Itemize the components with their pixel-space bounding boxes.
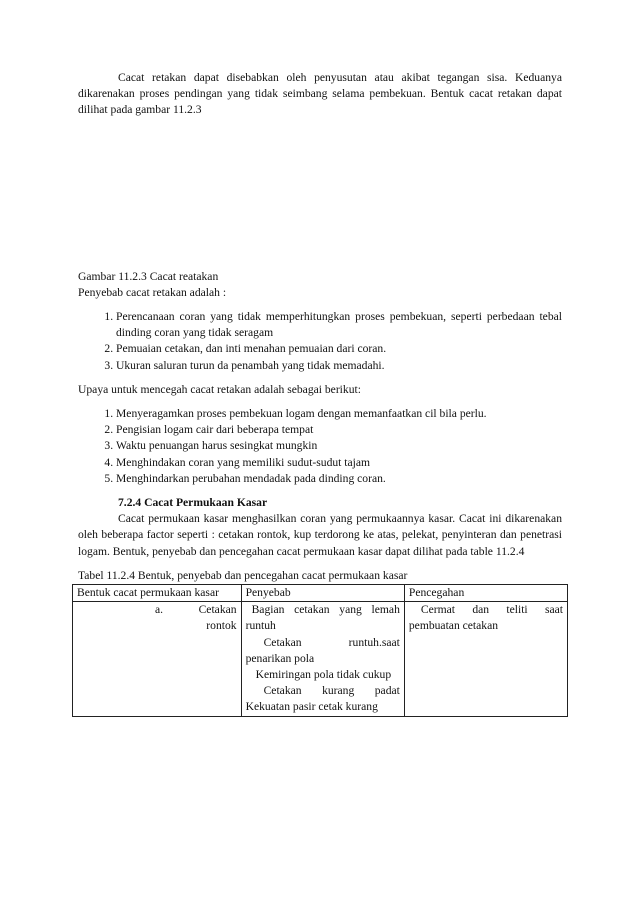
- prevention-intro: Upaya untuk mencegah cacat retakan adalah sebagai berikut:: [78, 382, 361, 396]
- list-item: 3. Waktu penuangan harus sesingkat mungkin: [116, 438, 562, 454]
- prevention-list: [78, 406, 562, 487]
- section-heading: 7.2.4 Cacat Permukaan Kasar: [118, 496, 268, 510]
- table-cell-penyebab: [241, 602, 404, 716]
- list-item: 1. Menyeragamkan proses pembekuan logam dengan memanfaatkan cil bila perlu.: [116, 406, 562, 422]
- document-page: [78, 70, 562, 717]
- bentuk-label: a.: [155, 603, 164, 617]
- defect-table: [72, 584, 568, 717]
- table-header-pencegahan: Pencegahan: [404, 585, 567, 602]
- list-item: 2. Pemuaian cetakan, dan inti menahan pemuaian dari coran.: [116, 341, 562, 357]
- list-item: 3. Ukuran saluran turun da penambah yang tidak memadahi.: [116, 358, 562, 374]
- table-header-penyebab: Penyebab: [241, 585, 404, 602]
- penyebab-line: Kemiringan pola tidak cukup: [255, 668, 392, 682]
- causes-intro: Penyebab cacat retakan adalah :: [78, 285, 227, 299]
- causes-list: [78, 309, 562, 374]
- paragraph-surface-defect: Cacat permukaan kasar menghasilkan coran yang permukaannya kasar. Cacat ini dikarenakan oleh beberapa factor seperti : cetakan rontok, kup terdorong ke atas, pelekat, penyinteran dan penetrasi logam. Bentuk, penyebab dan pencegahan cacat permukaan kasar dapat dilihat pada table 11.2.4: [78, 512, 562, 558]
- penyebab-line: Bagian cetakan yang lemah runtuh: [245, 603, 400, 633]
- list-item: 5. Menghindarkan perubahan mendadak pada dinding coran.: [116, 471, 562, 487]
- table-row: [73, 602, 568, 716]
- table-cell-pencegahan: Cermat dan teliti saat pembuatan cetakan: [404, 602, 567, 716]
- table-header-row: [73, 585, 568, 602]
- list-item: 1. Perencanaan coran yang tidak memperhitungkan proses pembekuan, seperti perbedaan tebal dinding coran yang tidak seragam: [116, 309, 562, 341]
- figure-caption: Gambar 11.2.3 Cacat reatakan: [78, 269, 219, 283]
- table-header-bentuk: Bentuk cacat permukaan kasar: [73, 585, 242, 602]
- penyebab-line: Cetakan runtuh.saat penarikan pola: [245, 635, 400, 665]
- figure-placeholder: [78, 119, 562, 269]
- table-caption: Tabel 11.2.4 Bentuk, penyebab dan pencegahan cacat permukaan kasar: [78, 568, 408, 582]
- list-item: 4. Menghindakan coran yang memiliki sudut-sudut tajam: [116, 455, 562, 471]
- bentuk-value: Cetakan rontok: [198, 603, 237, 633]
- paragraph-intro: Cacat retakan dapat disebabkan oleh penyusutan atau akibat tegangan sisa. Keduanya dikarenakan proses pendingan yang tidak seimbang selama pembekuan. Bentuk cacat retakan dapat dilihat pada gambar 11.2.3: [78, 71, 562, 117]
- penyebab-line: Cetakan kurang padat Kekuatan pasir cetak kurang: [245, 684, 400, 714]
- list-item: 2. Pengisian logam cair dari beberapa tempat: [116, 422, 562, 438]
- table-cell-bentuk: [73, 602, 242, 716]
